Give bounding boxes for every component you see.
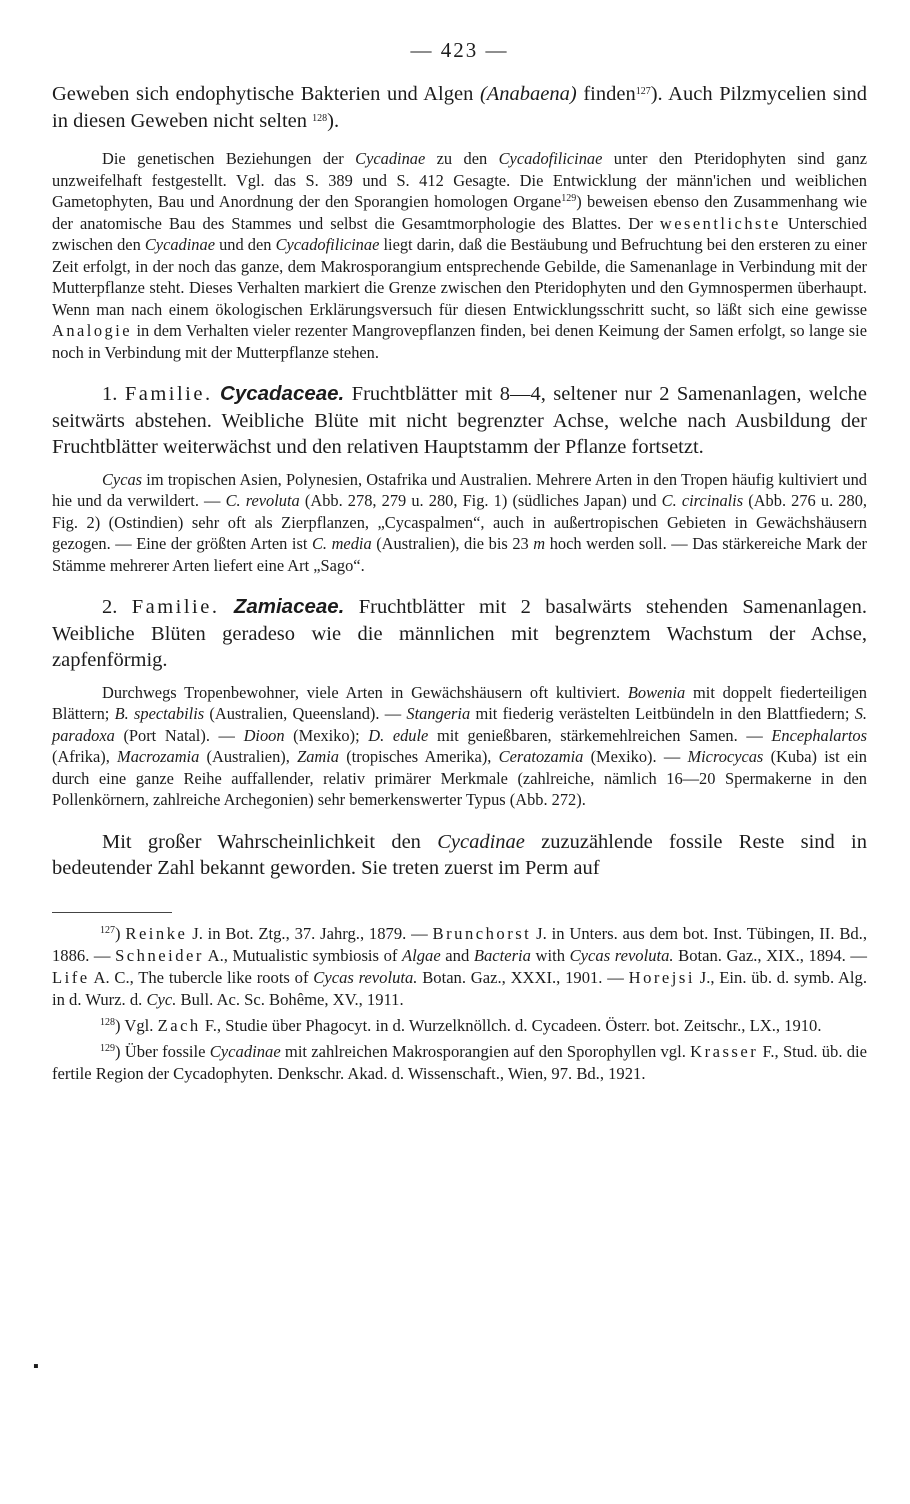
taxon-name: Cyc. xyxy=(146,989,177,1009)
emphasis: wesentlichste xyxy=(659,213,781,233)
taxon-name: C. media xyxy=(311,534,372,553)
taxon-name: Zamia xyxy=(297,747,339,766)
family-label: Familie. xyxy=(131,596,220,618)
paragraph-endophytes: Geweben sich endophytische Bakterien und Algen (Anabaena) finden$^{127}$). Auch Pilzmycelien sind in diesen Geweben nicht selten $^{128}$). xyxy=(52,83,868,132)
taxon-name: D. edule xyxy=(368,725,429,745)
author-name: Horejsi xyxy=(628,967,695,987)
family-name: Cycadaceae. xyxy=(220,382,345,405)
footnote-ref[interactable]: 128 xyxy=(312,112,328,124)
family-label: Familie. xyxy=(124,383,213,405)
unit: m xyxy=(533,534,546,553)
footnote-divider xyxy=(52,912,172,913)
taxon-name: Macrozamia xyxy=(117,747,200,766)
page-number: — 423 — xyxy=(410,38,509,62)
paragraph-zamiaceae-genera: Durchwegs Tropenbewohner, viele Arten in Gewächshäusern oft kultiviert. Bowenia mit doppelt fiederteiligen Blättern; B. spectabilis (Australien, Queensland). — Stangeria mit fiederig verästelten Leitbündeln in den Blattfiedern; S. paradoxa (Port Natal). — Dioon (Mexiko); D. edule mit genießbaren, stärkemehlreichen Samen. — Encephalartos (Afrika), Macrozamia (Australien), Zamia (tropisches Amerika), Ceratozamia (Mexiko). — Microcycas (Kuba) ist ein durch eine ganze Reihe auffallender, relativ primärer Merkmale (zahlreiche, nämlich 16—20 Spermakerne in den Pollenkörnern, zahlreiche Archegonien) sehr bemerkenswerter Typus (Abb. 272). xyxy=(52,682,867,809)
family-cycadaceae-heading: 1. Familie. Cycadaceae. Fruchtblätter mit 8—4, seltener nur 2 Samenanlagen, welche seitwärts abstehen. Weibliche Blüte mit nicht begrenzter Achse, welche nach Ausbildung der Fruchtblätter weiterwächst und den relativen Hauptstamm der Pflanze fortsetzt. xyxy=(52,382,868,458)
taxon-name: B. spectabilis xyxy=(114,704,205,723)
author-name: Life xyxy=(52,967,90,987)
footnote-number: 129 xyxy=(100,1042,115,1054)
emphasis: Analogie xyxy=(52,321,133,340)
taxon-name: Cycadinae xyxy=(437,830,525,853)
taxon-name: Cycadinae xyxy=(355,149,426,168)
author-name: Schneider xyxy=(115,945,204,965)
taxon-name: Encephalartos xyxy=(771,725,867,745)
taxon-name: Bacteria xyxy=(473,945,531,965)
footnote-ref[interactable]: 129 xyxy=(561,193,577,204)
paragraph-fossil-remains: Mit großer Wahrscheinlichkeit den Cycadinae zuzuzählende fossile Reste sind in bedeutender Zahl bekannt geworden. Sie treten zuerst im Perm auf xyxy=(52,830,867,879)
footnote-number: 127 xyxy=(100,924,115,936)
footnote-128: $^{128}$) Vgl. Zach F., Studie über Phagocyt. in d. Wurzelknöllch. d. Cycadeen. Österr. bot. Zeitschr., LX., 1910. xyxy=(100,1015,822,1035)
taxon-name: Cycadofilicinae xyxy=(498,149,603,168)
author-name: Zach xyxy=(157,1015,201,1035)
taxon-name: S. paradoxa xyxy=(52,704,867,745)
taxon-name: Stangeria xyxy=(406,704,471,723)
taxon-name: Algae xyxy=(401,945,441,965)
margin-mark: ▪ xyxy=(33,1358,39,1375)
taxon-name: Cycadinae xyxy=(144,235,215,254)
footnote-127: $^{127}$) Reinke J. in Bot. Ztg., 37. Jahrg., 1879. — Brunchorst J. in Unters. aus dem bot. Inst. Tübingen, II. Bd., 1886. — Schneider A., Mutualistic symbiosis of Algae and Bacteria with Cycas revoluta. Botan. Gaz., XIX., 1894. — Life A. C., The tubercle like roots of Cycas revoluta. Botan. Gaz., XXXI., 1901. — Horejsi J., Ein. üb. d. symb. Alg. in d. Wurz. d. Cyc. Bull. Ac. Sc. Bohême, XV., 1911. xyxy=(52,923,867,1009)
taxon-name: Dioon xyxy=(243,725,285,745)
family-zamiaceae-heading: 2. Familie. Zamiaceae. Fruchtblätter mit 2 basalwärts stehenden Samenanlagen. Weibliche Blüten geradeso wie die männlichen mit begrenztem Wachstum der Achse, zapfenförmig. xyxy=(52,595,868,671)
author-name: Brunchorst xyxy=(432,923,532,943)
taxon-name: Bowenia xyxy=(627,682,686,702)
paragraph-genetic-relations: Die genetischen Beziehungen der Cycadinae zu den Cycadofilicinae unter den Pteridophyten sind ganz unzweifelhaft festgestellt. Vgl. das S. 389 und S. 412 Gesagte. Die Entwicklung der männ'ichen und weiblichen Gametophyten, Bau und Anordnung der den Sporangien homologen Organe$^{129}$) beweisen ebenso den Zusammenhang wie der anatomische Bau des Stammes und selbst die Gesamtmorphologie des Blattes. Der wesentlichste Unterschied zwischen den Cycadinae und den Cycadofilicinae liegt darin, daß die Bestäubung und Befruchtung bei den ersteren zu einer Zeit erfolgt, in der noch das ganze, dem Makrosporangium entsprechende Gebilde, die Samenanlage in Verbindung mit der Mutterpflanze steht. Dieses Verhalten markiert die Grenze zwischen den Pteridophyten und den Gymnospermen überhaupt. Wenn man nach einem ökologischen Erklärungsversuch für diesen Entwicklungsschritt sucht, so läßt sich eine gewisse Analogie in dem Verhalten vieler rezenter Mangrovepflanzen finden, bei denen Keimung der Samen erfolgt, so lange sie noch in Verbindung mit der Mutterpflanze stehen. xyxy=(52,149,868,362)
taxon-name: Cycas xyxy=(102,469,143,489)
book-page xyxy=(52,38,867,1085)
footnote-ref[interactable]: 127 xyxy=(635,86,651,97)
taxon-name: Cycas revoluta. xyxy=(569,945,674,965)
author-name: Krasser xyxy=(690,1041,759,1061)
paragraph-cycas: Cycas im tropischen Asien, Polynesien, Ostafrika und Australien. Mehrere Arten in den Tropen häufig kultiviert und hie und da verwildert. — C. revoluta (Abb. 278, 279 u. 280, Fig. 1) (südliches Japan) und C. circinalis (Abb. 276 u. 280, Fig. 2) (Ostindien) sehr oft als Zierpflanzen, „Cycaspalmen“, auch in außertropischen Gebieten in Gewächshäusern gezogen. — Eine der größten Arten ist C. media (Australien), die bis 23 m hoch werden soll. — Das stärkereiche Mark der Stämme mehrerer Arten liefert eine Art „Sago“. xyxy=(52,469,868,575)
taxon-name: Cycas revoluta. xyxy=(313,967,418,987)
footnote-129: $^{129}$) Über fossile Cycadinae mit zahlreichen Makrosporangien auf den Sporophyllen vgl. Krasser F., Stud. üb. die fertile Region der Cycadophyten. Denkschr. Akad. d. Wissenschaft., Wien, 97. Bd., 1921. xyxy=(52,1041,867,1083)
taxon-name: (Anabaena) xyxy=(479,83,577,105)
taxon-name: Ceratozamia xyxy=(498,747,584,766)
taxon-name: Cycadinae xyxy=(209,1041,281,1061)
taxon-name: C. revoluta xyxy=(225,491,300,510)
taxon-name: C. circinalis xyxy=(661,491,744,510)
footnote-number: 128 xyxy=(100,1016,115,1028)
family-name: Zamiaceae. xyxy=(233,595,345,618)
taxon-name: Microcycas xyxy=(687,747,764,766)
taxon-name: Cycadofilicinae xyxy=(275,235,380,254)
author-name: Reinke xyxy=(125,923,188,943)
